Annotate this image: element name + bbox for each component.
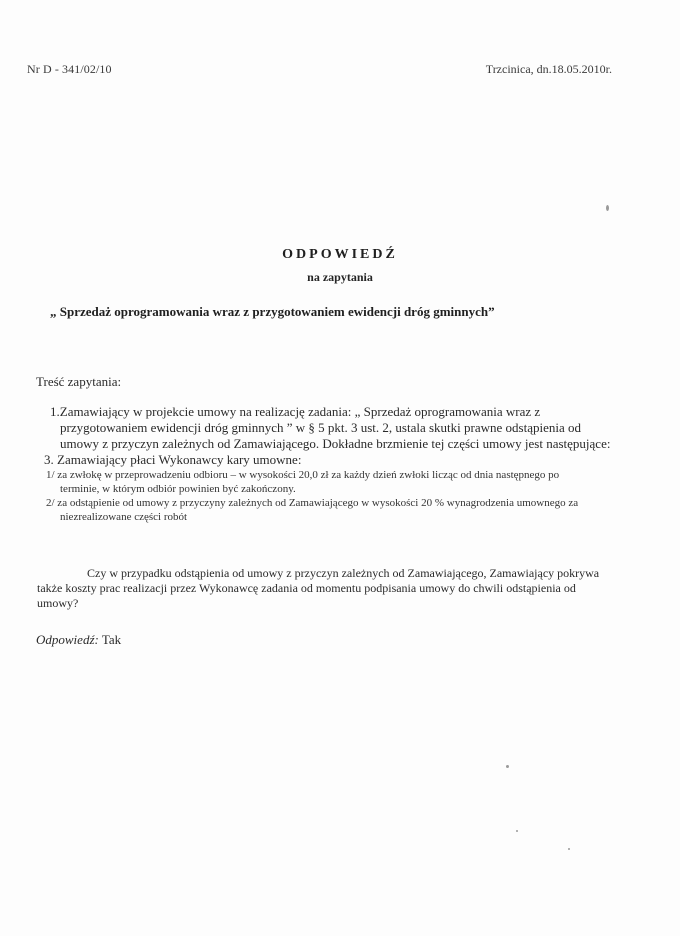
answer-label: Odpowiedź: <box>36 632 99 647</box>
scan-speck <box>516 830 518 832</box>
inquiry-item-3: 3. Zamawiający płaci Wykonawcy kary umowne: <box>44 452 302 467</box>
inquiry-subitem-2: 2/ za odstąpienie od umowy z przyczyny zależnych od Zamawiającego w wysokości 20 % wynagrodzenia umownego za niezrealizowane części robót <box>46 497 579 523</box>
scan-speck <box>568 848 570 850</box>
reference-number: Nr D - 341/02/10 <box>27 62 112 76</box>
document-subtitle: na zapytania <box>307 270 373 284</box>
scan-speck <box>606 205 609 211</box>
inquiry-subitem-1: 1/ za zwłokę w przeprowadzeniu odbioru – w wysokości 20,0 zł za każdy dzień zwłoki licząc od dnia następnego po terminie, w którym odbiór powinien być zakończony. <box>46 469 560 495</box>
inquiry-item-1: 1.Zamawiający w projekcie umowy na realizację zadania: „ Sprzedaż oprogramowania wraz z przygotowaniem ewidencji dróg gminnych ” w § 5 pkt. 3 ust. 2, ustala skutki prawne odstąpienia od umowy z przyczyn zależnych od Zamawiającego. Dokładne brzmienie tej części umowy jest następujące: <box>50 404 611 451</box>
answer-line <box>36 632 121 648</box>
question-paragraph: Czy w przypadku odstąpienia od umowy z przyczyn zależnych od Zamawiającego, Zamawiający pokrywa także koszty prac realizacji przez Wykonawcę zadania od momentu podpisania umowy do chwili odstąpienia od umowy? <box>37 566 600 610</box>
document-subject: „ Sprzedaż oprogramowania wraz z przygotowaniem ewidencji dróg gminnych” <box>50 304 495 319</box>
section-label: Treść zapytania: <box>36 374 122 389</box>
document-title: ODPOWIEDŹ <box>282 247 398 262</box>
answer-value: Tak <box>101 632 122 647</box>
inquiry-content <box>40 404 630 524</box>
scan-speck <box>506 765 509 768</box>
place-date: Trzcinica, dn.18.05.2010r. <box>485 62 612 76</box>
